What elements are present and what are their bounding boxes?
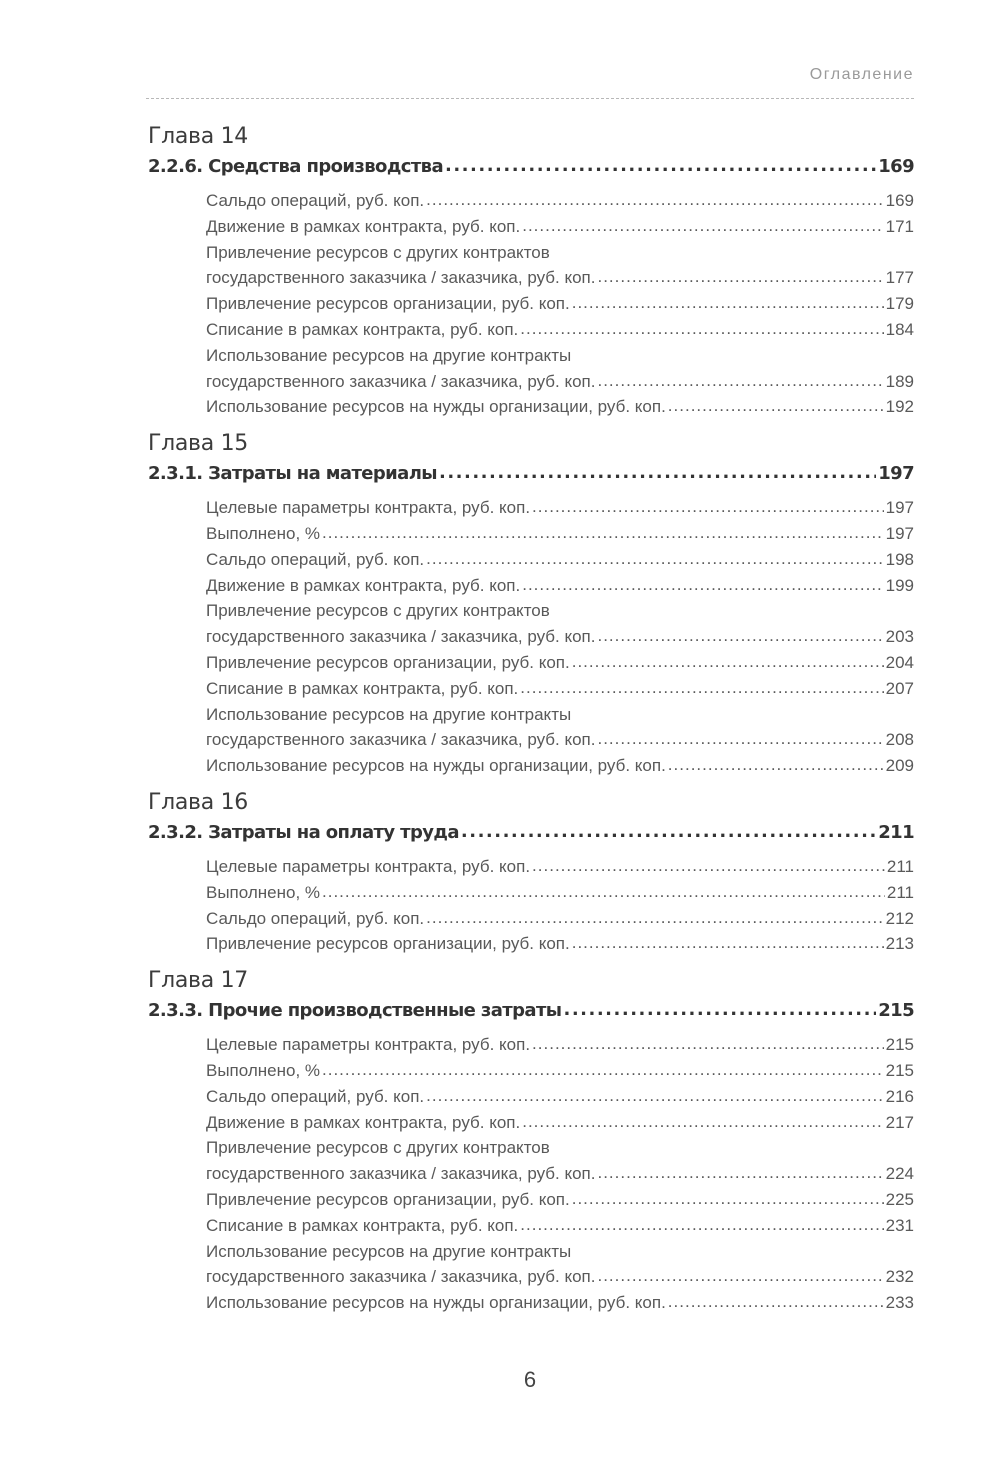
entry-row [206,495,914,521]
entry-page-number: 203 [885,627,914,647]
entry-row [206,369,914,395]
page-number: 6 [523,1367,537,1392]
entry-title: государственного заказчика / заказчика, руб. коп. [206,1267,596,1287]
toc-entry-link[interactable] [206,854,914,880]
entry-title-line: Привлечение ресурсов с других контрактов [206,1138,550,1158]
entry-title-line: Привлечение ресурсов с других контрактов [206,242,550,262]
entry-row [206,1161,914,1187]
header-divider [146,98,914,99]
entry-page-number: 199 [885,575,914,595]
chapter-title: Глава 17 [148,968,248,994]
dot-leader [520,675,883,701]
section-title: 2.3.1. Затраты на материалы [148,463,437,485]
entry-page-number: 232 [885,1267,914,1287]
dot-leader [532,853,885,879]
entry-page-number: 212 [885,908,914,928]
entry-page-number: 171 [885,216,914,236]
entry-title: Сальдо операций, руб. коп. [206,549,425,569]
dot-leader [563,995,876,1025]
toc-section-link[interactable] [148,818,914,848]
toc-entry-link[interactable] [206,343,914,395]
entry-row [206,547,914,573]
entry-title: Движение в рамках контракта, руб. коп. [206,575,521,595]
entry-page-number: 192 [885,397,914,417]
toc-entries [148,188,914,420]
toc-chapter [148,788,914,957]
entry-title: Использование ресурсов на нужды организации, руб. коп. [206,397,666,417]
entry-page-number: 211 [886,882,914,902]
entry-row [206,880,914,906]
toc-entry-link[interactable] [206,650,914,676]
entry-page-number: 224 [885,1164,914,1184]
toc-section-link[interactable] [148,996,914,1026]
entry-row [206,521,914,547]
toc-entry-link[interactable] [206,676,914,702]
entry-row [206,188,914,214]
entry-row [206,1264,914,1290]
dot-leader [322,520,884,546]
toc-entry-link[interactable] [206,573,914,599]
dot-leader [322,879,885,905]
entry-title: Привлечение ресурсов организации, руб. коп. [206,934,570,954]
dot-leader [426,546,883,572]
toc-section-link[interactable] [148,459,914,489]
section-title: 2.3.2. Затраты на оплату труда [148,821,459,843]
entry-page-number: 207 [885,678,914,698]
entry-title: Выполнено, % [206,1060,321,1080]
dot-leader [572,290,884,316]
entry-row [206,906,914,932]
entry-title: Привлечение ресурсов организации, руб. коп. [206,1189,570,1209]
entry-title: Списание в рамках контракта, руб. коп. [206,319,519,339]
entry-page-number: 216 [885,1086,914,1106]
entry-title: Движение в рамках контракта, руб. коп. [206,1112,521,1132]
toc-entry-link[interactable] [206,394,914,420]
entry-row [206,854,914,880]
entry-row [206,753,914,779]
entry-title: Списание в рамках контракта, руб. коп. [206,1215,519,1235]
entry-title: государственного заказчика / заказчика, руб. коп. [206,627,596,647]
entry-page-number: 208 [885,730,914,750]
toc-chapter [148,966,914,1316]
dot-leader [322,1057,884,1083]
entry-page-number: 211 [886,856,914,876]
dot-leader [532,494,884,520]
dot-leader [572,930,884,956]
toc-entries [148,854,914,957]
entry-row [206,931,914,957]
toc-entry-link[interactable] [206,188,914,214]
entry-row [206,650,914,676]
entry-row [206,624,914,650]
toc-entry-link[interactable] [206,547,914,573]
section-title: 2.3.3. Прочие производственные затраты [148,1000,562,1022]
dot-leader [520,1212,883,1238]
entry-title: государственного заказчика / заказчика, руб. коп. [206,268,596,288]
entry-page-number: 217 [885,1112,914,1132]
entry-row [206,1032,914,1058]
dot-leader [668,393,884,419]
chapter-spacer [148,957,914,966]
entry-title: Привлечение ресурсов организации, руб. коп. [206,294,570,314]
entry-title: Целевые параметры контракта, руб. коп. [206,856,531,876]
dot-leader [668,1289,884,1315]
entry-row [206,1290,914,1316]
entry-title: Выполнено, % [206,523,321,543]
toc-entry-link[interactable] [206,291,914,317]
entry-page-number: 197 [885,498,914,518]
entry-page-number: 179 [885,294,914,314]
entry-page-number: 215 [885,1035,914,1055]
entry-page-number: 197 [885,523,914,543]
entry-title: Списание в рамках контракта, руб. коп. [206,678,519,698]
toc-entry-link[interactable] [206,1239,914,1291]
dot-leader [426,1083,883,1109]
entry-row [206,317,914,343]
entry-title: Сальдо операций, руб. коп. [206,1086,425,1106]
toc-entry-link[interactable] [206,495,914,521]
table-of-contents [148,122,914,1316]
toc-entry-link[interactable] [206,1110,914,1136]
toc-section-link[interactable] [148,152,914,182]
toc-entry-link[interactable] [206,880,914,906]
dot-leader [597,623,883,649]
dot-leader [461,817,876,847]
toc-entries [148,495,914,779]
chapter-title: Глава 14 [148,124,248,149]
entry-row [206,394,914,420]
chapter-title: Глава 16 [148,789,248,815]
toc-entries [148,1032,914,1316]
toc-entry-link[interactable] [206,214,914,240]
toc-entry-link[interactable] [206,1290,914,1316]
entry-title-line: Использование ресурсов на другие контракты [206,345,572,365]
dot-leader [522,1109,883,1135]
chapter-spacer [148,779,914,788]
entry-page-number: 215 [885,1060,914,1080]
dot-leader [597,1263,883,1289]
toc-entry-link[interactable] [206,1135,914,1187]
chapter-spacer [148,420,914,429]
entry-page-number: 225 [885,1189,914,1209]
toc-entry-link[interactable] [206,240,914,292]
dot-leader [520,316,883,342]
toc-entry-link[interactable] [206,1084,914,1110]
section-page-number: 211 [878,821,914,843]
dot-leader [522,213,883,239]
entry-title: Движение в рамках контракта, руб. коп. [206,216,521,236]
entry-page-number: 204 [885,652,914,672]
entry-row [206,214,914,240]
dot-leader [572,1186,884,1212]
entry-row [206,727,914,753]
entry-page-number: 198 [885,549,914,569]
entry-title: Сальдо операций, руб. коп. [206,908,425,928]
dot-leader [439,458,876,488]
entry-row [206,291,914,317]
toc-entry-link[interactable] [206,598,914,650]
entry-row [206,1110,914,1136]
dot-leader [426,187,883,213]
dot-leader [572,649,884,675]
toc-chapter [148,122,914,420]
entry-title-line: Использование ресурсов на другие контракты [206,1241,572,1261]
entry-page-number: 177 [885,268,914,288]
entry-row [206,1213,914,1239]
entry-title: Использование ресурсов на нужды организации, руб. коп. [206,1293,666,1313]
section-page-number: 215 [878,1000,914,1022]
entry-page-number: 169 [885,191,914,210]
entry-title-line: Использование ресурсов на другие контракты [206,704,572,724]
toc-entry-link[interactable] [206,931,914,957]
dot-leader [532,1031,884,1057]
section-title: 2.2.6. Средства производства [148,156,443,177]
entry-title: государственного заказчика / заказчика, руб. коп. [206,730,596,750]
entry-row [206,676,914,702]
entry-title: Использование ресурсов на нужды организации, руб. коп. [206,756,666,776]
toc-entry-link[interactable] [206,702,914,754]
toc-chapter [148,429,914,779]
dot-leader [597,726,883,752]
entry-title: Сальдо операций, руб. коп. [206,191,425,210]
entry-row [206,1058,914,1084]
dot-leader [597,1160,883,1186]
entry-title-line: Привлечение ресурсов с других контрактов [206,601,550,621]
toc-entry-link[interactable] [206,1213,914,1239]
toc-entry-link[interactable] [206,521,914,547]
entry-page-number: 233 [885,1293,914,1313]
entry-row [206,1084,914,1110]
toc-entry-link[interactable] [206,317,914,343]
dot-leader [426,905,883,931]
entry-title: Привлечение ресурсов организации, руб. коп. [206,652,570,672]
dot-leader [445,151,876,181]
toc-entry-link[interactable] [206,1032,914,1058]
entry-page-number: 209 [885,756,914,776]
toc-entry-link[interactable] [206,906,914,932]
entry-title: Целевые параметры контракта, руб. коп. [206,1035,531,1055]
dot-leader [522,572,883,598]
toc-entry-link[interactable] [206,753,914,779]
dot-leader [668,752,884,778]
entry-page-number: 213 [885,934,914,954]
entry-page-number: 231 [885,1215,914,1235]
entry-page-number: 184 [885,319,914,339]
entry-title: Целевые параметры контракта, руб. коп. [206,498,531,518]
running-head-title: Оглавление [809,66,914,83]
dot-leader [597,264,883,290]
entry-row [206,1187,914,1213]
entry-row [206,573,914,599]
chapter-title: Глава 15 [148,431,248,457]
toc-entry-link[interactable] [206,1058,914,1084]
entry-page-number: 189 [885,371,914,391]
section-page-number: 169 [878,156,914,177]
dot-leader [597,368,883,394]
entry-title: государственного заказчика / заказчика, руб. коп. [206,1164,596,1184]
section-page-number: 197 [878,463,914,485]
entry-title: Выполнено, % [206,882,321,902]
toc-entry-link[interactable] [206,1187,914,1213]
entry-title: государственного заказчика / заказчика, руб. коп. [206,371,596,391]
entry-row [206,265,914,291]
